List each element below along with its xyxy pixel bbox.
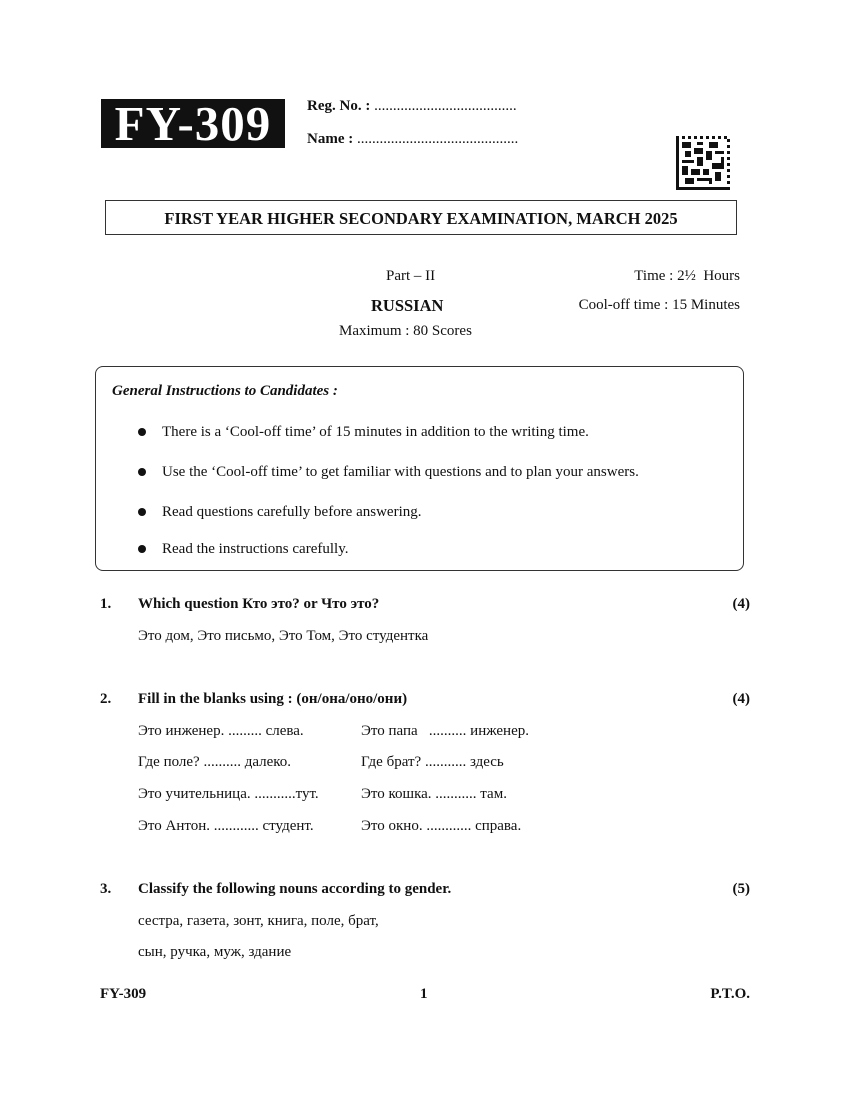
name-label: Name : <box>307 131 354 147</box>
bullet-icon <box>138 508 146 516</box>
bullet-icon <box>138 468 146 476</box>
reg-no-label: Reg. No. : <box>307 98 371 114</box>
name-field <box>307 131 518 148</box>
cool-off-label: Cool-off time : 15 Minutes <box>578 297 740 313</box>
name-dots: ........................................... <box>356 131 519 147</box>
blank-sentence: Где поле? .......... далеко. <box>138 754 292 770</box>
blank-sentence: Где брат? ........... здесь <box>361 754 504 770</box>
bullet-icon <box>138 428 146 436</box>
question-text: Fill in the blanks using : (он/она/оно/они) <box>138 691 408 707</box>
instruction-item: Read questions carefully before answering. <box>162 504 422 521</box>
question-marks: (5) <box>732 881 750 897</box>
time-label: Time : 2½ Hours <box>634 268 740 284</box>
blank-sentence: Это папа .......... инженер. <box>361 723 529 739</box>
reg-no-field <box>307 98 517 115</box>
reg-no-dots: ...................................... <box>374 98 517 114</box>
question-content-line: сестра, газета, зонт, книга, поле, брат, <box>138 913 379 929</box>
question-number: 1. <box>100 596 112 612</box>
question-number: 2. <box>100 691 112 707</box>
subject-title: RUSSIAN <box>371 296 444 315</box>
part-label: Part – II <box>386 268 436 284</box>
instructions-heading: General Instructions to Candidates : <box>112 383 338 399</box>
blank-sentence: Это Антон. ............ студент. <box>138 818 314 834</box>
question-number: 3. <box>100 881 112 897</box>
instruction-item: Read the instructions carefully. <box>162 541 348 558</box>
footer-code: FY-309 <box>100 986 147 1002</box>
bullet-icon <box>138 545 146 553</box>
question-content-line: Это дом, Это письмо, Это Том, Это студентка <box>138 628 429 644</box>
question-text: Which question Кто это? or Что это? <box>138 596 380 612</box>
pto-label: P.T.O. <box>710 986 750 1002</box>
question-text: Classify the following nouns according to gender. <box>138 881 452 897</box>
exam-title: FIRST YEAR HIGHER SECONDARY EXAMINATION, MARCH 2025 <box>105 200 737 235</box>
paper-code-badge: FY-309 <box>101 99 285 148</box>
instruction-item: There is a ‘Cool-off time’ of 15 minutes in addition to the writing time. <box>162 424 589 441</box>
max-scores: Maximum : 80 Scores <box>339 323 472 339</box>
datamatrix-code-icon <box>676 136 730 190</box>
blank-sentence: Это учительница. ...........тут. <box>138 786 319 802</box>
blank-sentence: Это кошка. ........... там. <box>361 786 507 802</box>
page-number: 1 <box>420 986 428 1002</box>
question-content-line: сын, ручка, муж, здание <box>138 944 292 960</box>
blank-sentence: Это окно. ............ справа. <box>361 818 522 834</box>
instruction-item: Use the ‘Cool-off time’ to get familiar with questions and to plan your answers. <box>162 464 639 481</box>
question-marks: (4) <box>732 596 750 612</box>
question-marks: (4) <box>732 691 750 707</box>
blank-sentence: Это инженер. ......... слева. <box>138 723 304 739</box>
